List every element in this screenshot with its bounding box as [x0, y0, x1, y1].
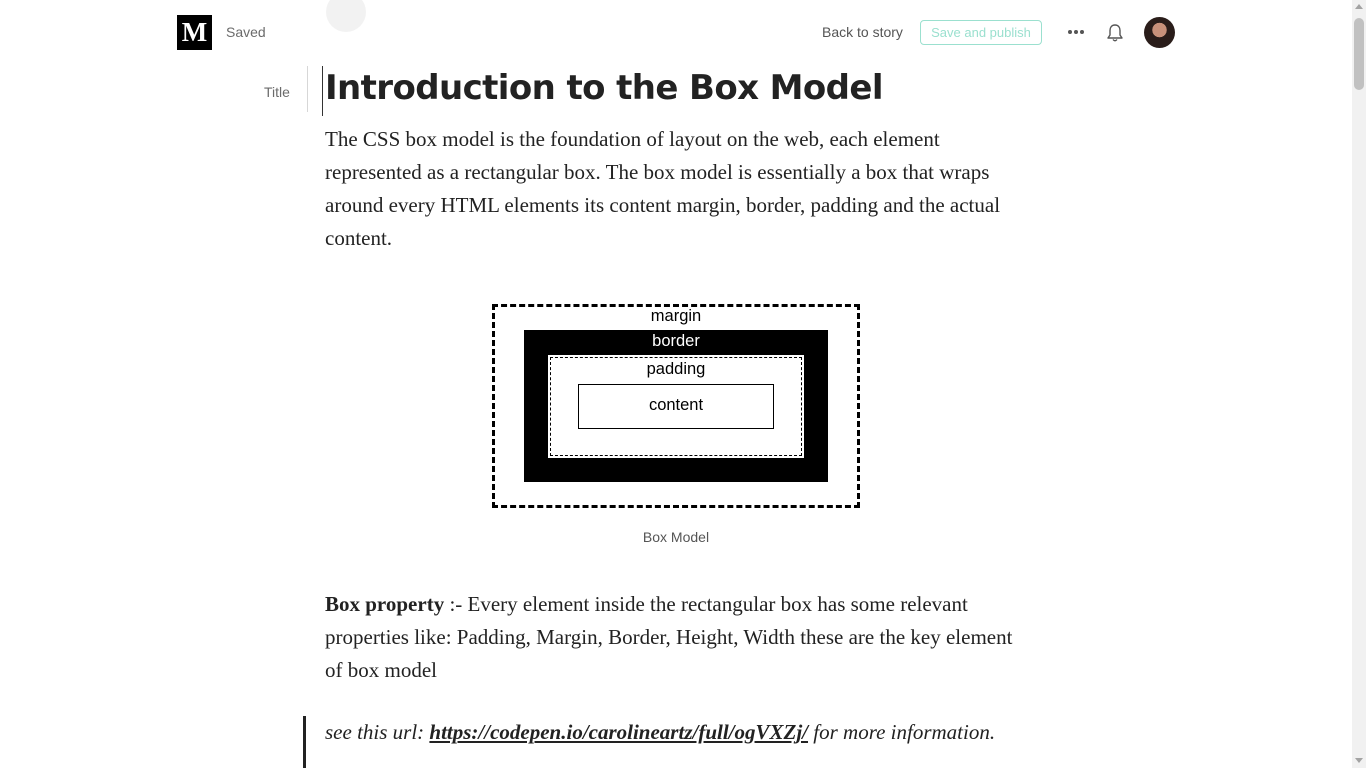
quote-prefix: see this url: — [325, 720, 430, 744]
story-paragraph-intro[interactable]: The CSS box model is the foundation of layout on the web, each element represented as a rectangular box. The box model is essentially a box that wraps around every HTML elements its content margin, border, padding and the actual content. — [325, 127, 1001, 250]
content-label: content — [648, 396, 704, 414]
author-meta-placeholder — [381, 18, 384, 32]
story-paragraph-box-property[interactable] — [325, 588, 1025, 687]
title-hint-label: Title — [264, 84, 290, 100]
save-and-publish-button[interactable]: Save and publish — [920, 20, 1042, 45]
box-model-figure[interactable] — [492, 304, 860, 508]
figure-caption[interactable]: Box Model — [642, 529, 710, 545]
title-hint-divider — [307, 66, 308, 112]
medium-logo[interactable]: M — [177, 15, 212, 50]
codepen-link[interactable]: https://codepen.io/carolineartz/full/ogVXZj/ — [429, 720, 809, 744]
margin-label: margin — [650, 307, 702, 325]
padding-label: padding — [646, 360, 706, 378]
page-scrollbar[interactable] — [1352, 0, 1366, 768]
story-title[interactable]: Introduction to the Box Model — [325, 68, 883, 108]
box-property-text: :- Every element inside the rectangular box has some relevant properties like: Padding, Margin, Border, Height, Width these are the key element of box model — [325, 592, 1013, 682]
user-avatar[interactable] — [1144, 17, 1175, 48]
border-label: border — [652, 332, 700, 350]
more-options-icon[interactable] — [1066, 24, 1086, 40]
blockquote-bar — [303, 716, 306, 768]
scroll-up-arrow-icon[interactable] — [1355, 4, 1363, 9]
story-blockquote[interactable] — [325, 717, 1025, 748]
notification-bell-icon[interactable] — [1104, 22, 1126, 44]
scroll-thumb[interactable] — [1354, 18, 1364, 90]
scroll-down-arrow-icon[interactable] — [1355, 758, 1363, 763]
author-avatar-placeholder — [326, 0, 366, 32]
author-name-placeholder — [381, 0, 385, 13]
quote-suffix: for more information. — [808, 720, 996, 744]
box-property-heading: Box property — [325, 592, 445, 616]
top-bar — [0, 0, 1352, 66]
save-status: Saved — [226, 24, 266, 40]
text-cursor — [322, 66, 323, 116]
back-to-story-link[interactable]: Back to story — [822, 24, 903, 40]
